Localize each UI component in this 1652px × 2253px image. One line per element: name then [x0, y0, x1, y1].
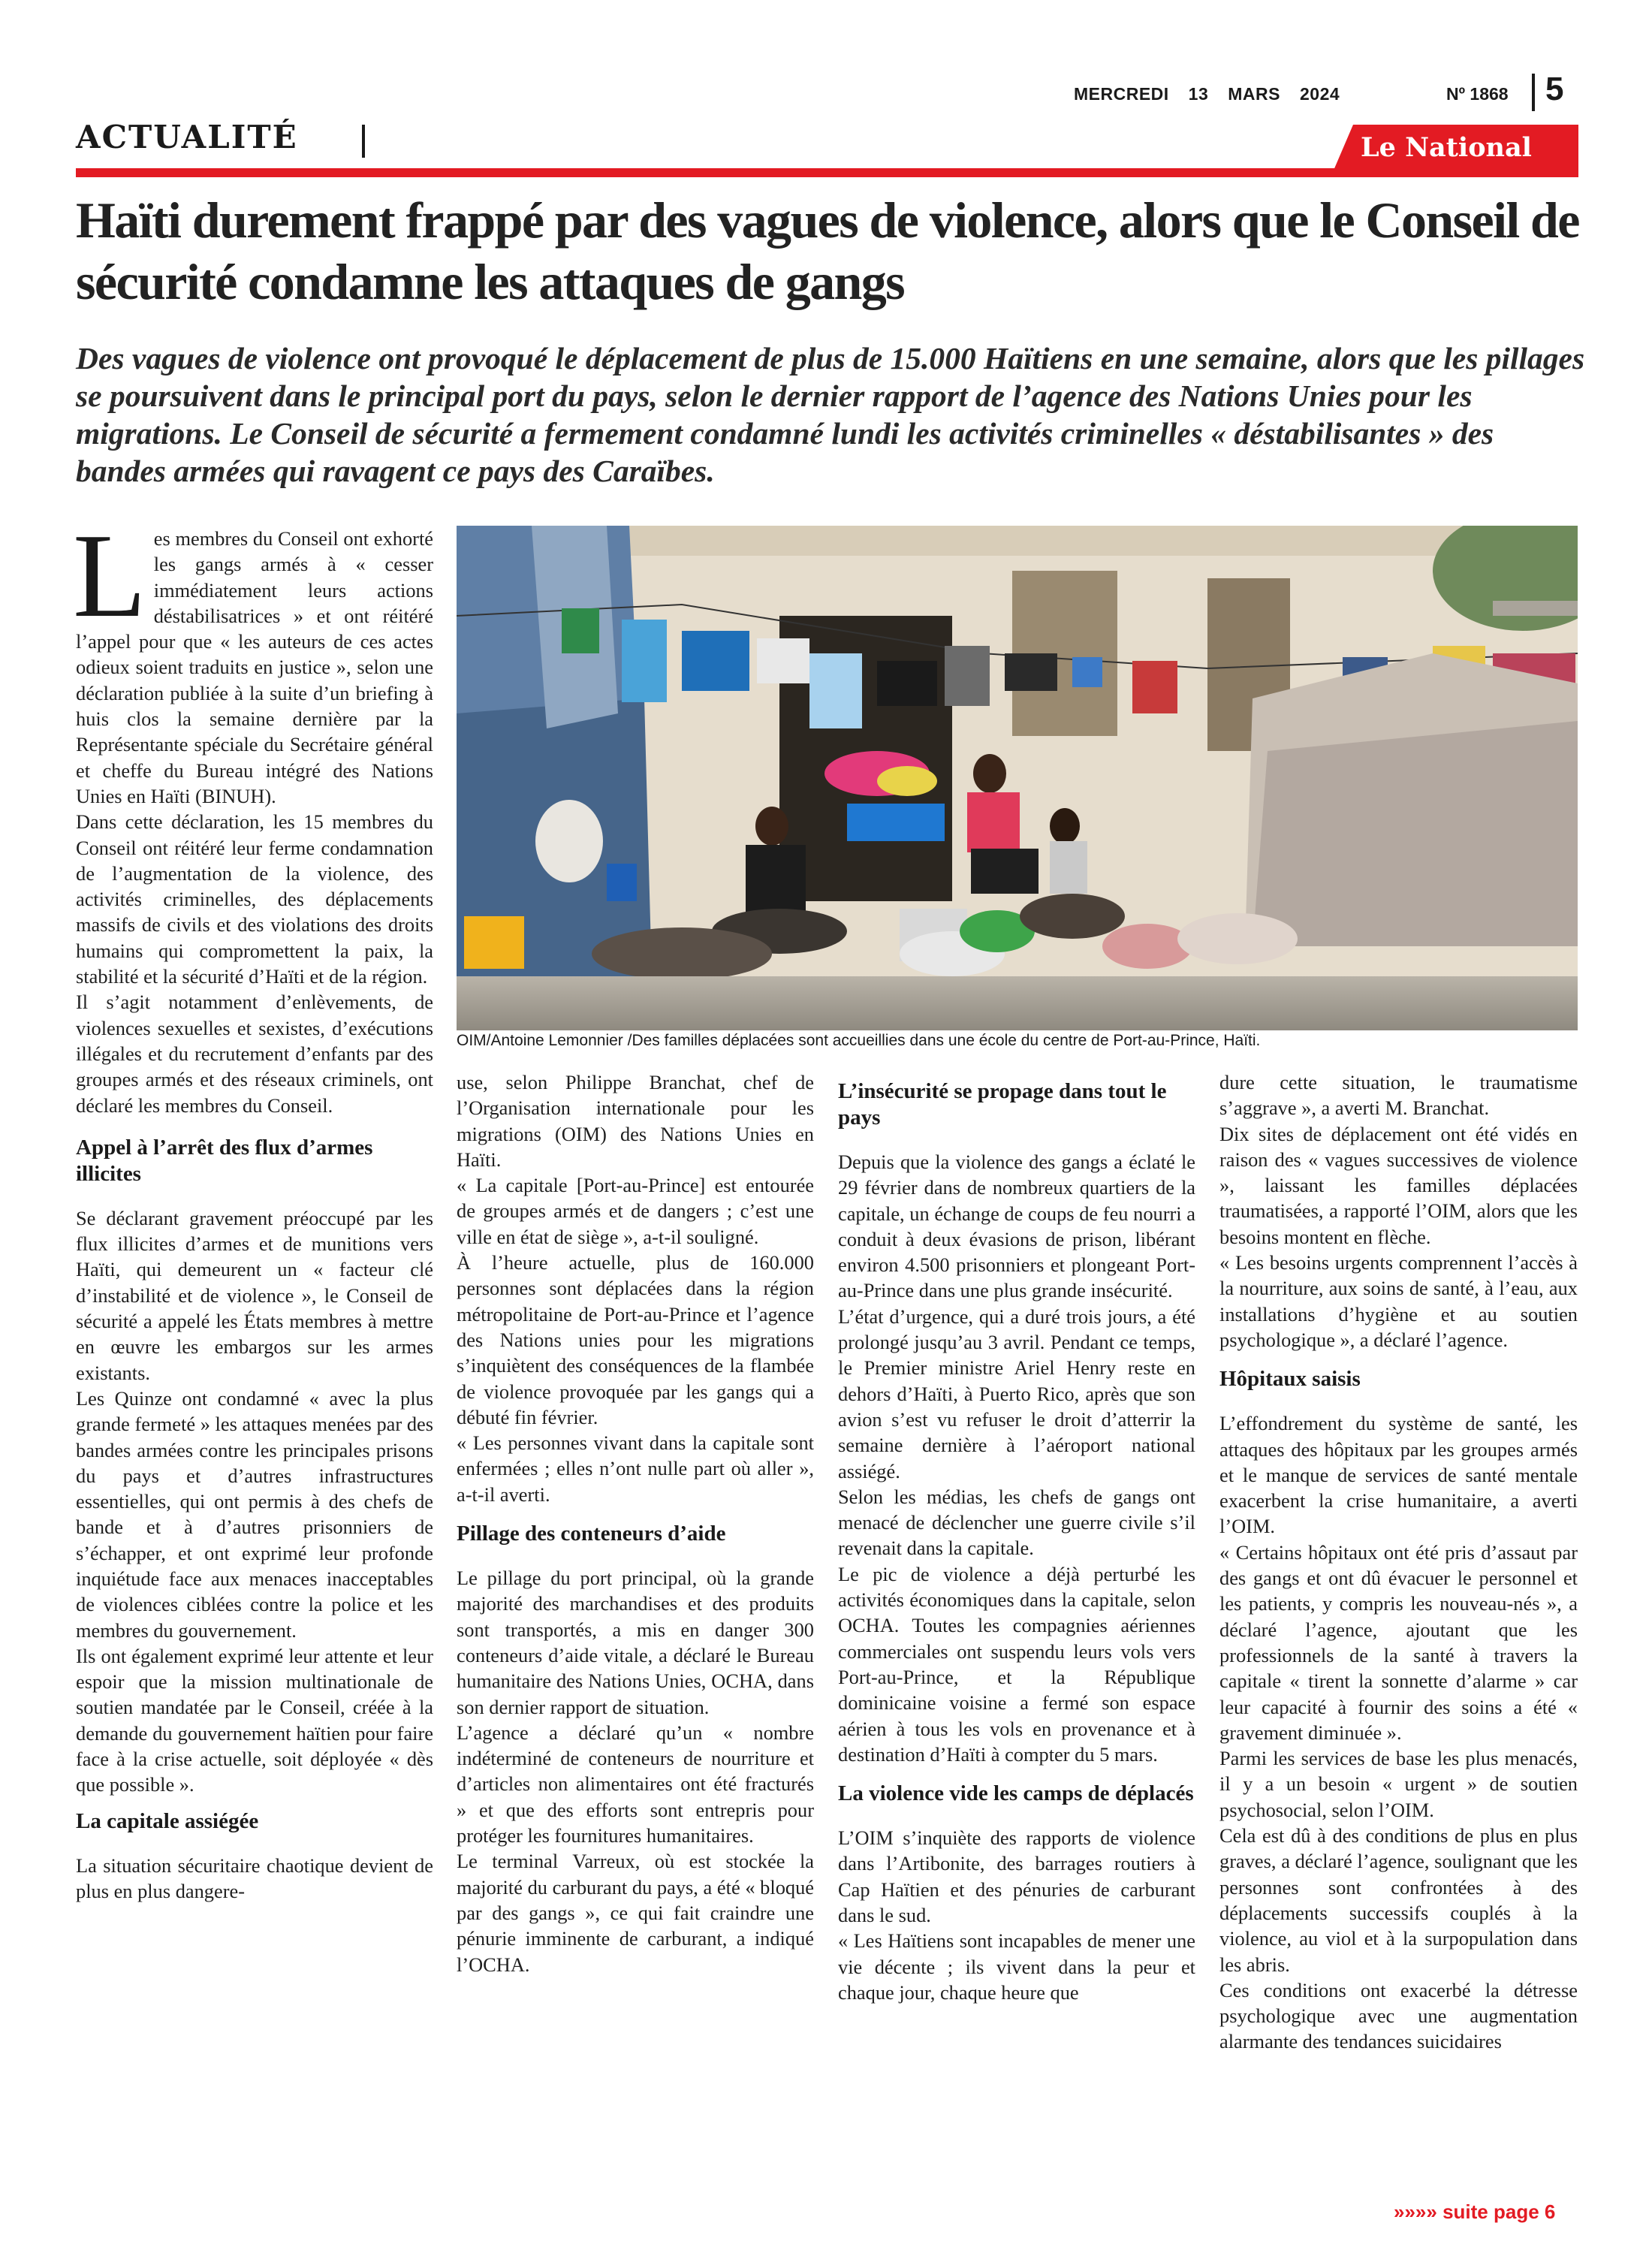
- paragraph: « Les Haïtiens sont incapables de mener une vie décente ; ils vivent dans la peur et chaque jour, chaque heure que: [838, 1929, 1195, 2004]
- publication-name: Le National: [1361, 132, 1532, 163]
- subheading: La capitale assiégée: [76, 1808, 259, 1833]
- column-4: [1219, 1069, 1578, 2055]
- issue-number: Nº 1868: [1446, 84, 1509, 104]
- paragraph: Il s’agit notamment d’enlèvements, de violences sexuelles et sexistes, d’exécutions illégales et du recrutement d’enfants par des groupes armés et des réseaux criminels, ont déclaré les membres du Conseil.: [76, 991, 433, 1117]
- subheading: Appel à l’arrêt des flux d’armes illicites: [76, 1135, 373, 1186]
- paragraph: L’agence a déclaré qu’un « nombre indéterminé de conteneurs de nourriture et d’articles non alimentaires ont été fracturés » et que des efforts sont entrepris pour protéger les fournitures humanitaires.: [457, 1721, 814, 1847]
- article-photo: [457, 526, 1578, 1030]
- paragraph: Cela est dû à des conditions de plus en plus graves, a déclaré l’agence, soulignant que les personnes sont confrontées à des déplacements successifs couplés à la violence, au viol et à la surpopulation dans les abris.: [1219, 1824, 1578, 1976]
- page-number: 5: [1545, 71, 1564, 107]
- paragraph: « Certains hôpitaux ont été pris d’assaut par des gangs et ont dû évacuer le personnel et les patients, y compris les nouveau-nés », a déclaré l’agence, ajoutant que les professionnels de la santé à travers la capitale « tirent la sonnette d’alarme » car leur capacité à fournir des soins a été « gravement diminuée ».: [1219, 1540, 1578, 1744]
- date-day: MERCREDI: [1074, 84, 1169, 104]
- paragraph: Le terminal Varreux, où est stockée la majorité du carburant du pays, a été « bloqué par des gangs », ce qui fait craindre une pénurie imminente de carburant, a indiqué l’OCHA.: [457, 1850, 814, 1976]
- paragraph: Ils ont également exprimé leur attente et leur espoir que la mission multinationale de soutien mandatée par le Conseil, créée à la demande du gouvernement haïtien pour faire face à la crise actuelle, soit déployée « dès que possible ».: [76, 1644, 433, 1796]
- section-divider: [362, 125, 365, 158]
- paragraph: Les Quinze ont condamné « avec la plus grande fermeté » les attaques menées par des bandes armées contre les principales prisons du pays et d’autres infrastructures essentielles, qui ont permis à des chefs de bande et à d’autres prisonniers de s’échapper, et ont exprimé leur profonde inquiétude face aux menaces inacceptables de violences ciblées contre la police et les membres du gouvernement.: [76, 1386, 433, 1642]
- paragraph: Dix sites de déplacement ont été vidés en raison des « vagues successives de violence », laissant les familles déplacées traumatisées, a rapporté l’OIM, alors que les besoins montent en flèche.: [1219, 1122, 1578, 1248]
- paragraph: L’OIM s’inquiète des rapports de violence dans l’Artibonite, des barrages routiers à Cap Haïtien et des pénuries de carburant dans le sud.: [838, 1826, 1195, 1927]
- subheading: Hôpitaux saisis: [1219, 1367, 1361, 1392]
- paragraph: Se déclarant gravement préoccupé par les flux illicites d’armes et de munitions vers Haïti, qui demeurent un « facteur clé d’instabilité et de violence », le Conseil de sécurité a appelé les États membres à mettre en œuvre les embargos sur les armes existants.: [76, 1206, 433, 1384]
- section-label: ACTUALITÉ: [76, 119, 298, 155]
- paragraph: L’état d’urgence, qui a duré trois jours, a été prolongé jusqu’au 3 avril. Pendant ce temps, le Premier ministre Ariel Henry reste en dehors d’Haïti, à Puerto Rico, après que son avion s’est vu refuser le droit d’atterrir la semaine dernière à l’aéroport national assiégé.: [838, 1304, 1195, 1482]
- date-year: 2024: [1300, 84, 1340, 104]
- paragraph: dure cette situation, le traumatisme s’aggrave », a averti M. Branchat.: [1219, 1071, 1578, 1120]
- paragraph: Selon les médias, les chefs de gangs ont menacé de déclencher une guerre civile s’il revenait dans la capitale.: [838, 1485, 1195, 1560]
- continued-link[interactable]: »»»» suite page 6: [1394, 2200, 1556, 2223]
- column-2: [457, 1069, 814, 1977]
- drop-cap: L: [73, 508, 146, 642]
- column-3: [838, 1078, 1195, 2005]
- paragraph: Depuis que la violence des gangs a éclaté le 29 février dans de nombreux quartiers de la capitale, un échange de coups de feu nourri a conduit à deux évasions de prison, libérant environ 4.500 prisonniers et plongeant Port-au-Prince dans une plus grande insécurité.: [838, 1151, 1195, 1302]
- paragraph: Parmi les services de base les plus menacés, il y a un besoin « urgent » de soutien psychosocial, selon l’OIM.: [1219, 1747, 1578, 1821]
- paragraph: Le pillage du port principal, où la grande majorité des marchandises et des produits sont transportés, a mis en danger 300 conteneurs d’aide vitale, a déclaré le Bureau humanitaire des Nations Unies, OCHA, dans son dernier rapport de situation.: [457, 1567, 814, 1718]
- paragraph: « Les personnes vivant dans la capitale sont enfermées ; elles n’ont nulle part où aller », a-t-il averti.: [457, 1431, 814, 1506]
- subheading: La violence vide les camps de déplacés: [838, 1781, 1194, 1806]
- paragraph: L’effondrement du système de santé, les attaques des hôpitaux par les groupes armés et le manque de services de santé mentale exacerbent la crise humanitaire, a averti l’OIM.: [1219, 1412, 1578, 1538]
- date-month: MARS: [1228, 84, 1280, 104]
- paragraph: « La capitale [Port-au-Prince] est entourée de groupes armés et de dangers ; c’est une ville en état de siège », a-t-il souligné.: [457, 1174, 814, 1248]
- header-rule: [76, 168, 1578, 177]
- paragraph: Ces conditions ont exacerbé la détresse psychologique avec une augmentation alarmante des tendances suicidaires: [1219, 1978, 1578, 2053]
- displaced-families-photo: [457, 526, 1578, 1030]
- header-divider: [1532, 74, 1535, 111]
- paragraph: La situation sécuritaire chaotique devient de plus en plus dangere-: [76, 1853, 433, 1902]
- column-1: [73, 508, 433, 1904]
- paragraph: use, selon Philippe Branchat, chef de l’Organisation internationale pour les migrations (OIM) des Nations Unies en Haïti.: [457, 1071, 814, 1171]
- subheading: Pillage des conteneurs d’aide: [457, 1522, 726, 1546]
- subheading: L’insécurité se propage dans tout le pays: [838, 1079, 1167, 1130]
- article-headline: Haïti durement frappé par des vagues de violence, alors que le Conseil de sécurité condamne les attaques de gangs: [76, 192, 1579, 310]
- date-number: 13: [1188, 84, 1209, 104]
- article-lede: Des vagues de violence ont provoqué le déplacement de plus de 15.000 Haïtiens en une semaine, alors que les pillages se poursuivent dans le principal port du pays, selon le dernier rapport de l’agence des Nations Unies pour les migrations. Le Conseil de sécurité a fermement condamné lundi les activités criminelles « déstabilisantes » des bandes armées qui ravagent ce pays des Caraïbes.: [76, 341, 1585, 488]
- paragraph: « Les besoins urgents comprennent l’accès à la nourriture, aux soins de santé, à l’eau, aux installations d’hygiène et au soutien psychologique », a déclaré l’agence.: [1219, 1251, 1578, 1351]
- photo-caption: OIM/Antoine Lemonnier /Des familles déplacées sont accueillies dans une école du centre de Port-au-Prince, Haïti.: [457, 1032, 1261, 1049]
- paragraph: Le pic de violence a déjà perturbé les activités économiques dans la capitale, selon OCHA. Toutes les compagnies aériennes commerciales ont suspendu leurs vols vers Port-au-Prince, et la République dominicaine voisine a fermé son espace aérien à tous les vols en provenance et à destination d’Haïti à compter du 5 mars.: [838, 1562, 1195, 1766]
- paragraph: es membres du Conseil ont exhorté les gangs armés à « cesser immédiatement leurs actions déstabilisatrices » et ont réitéré l’appel pour que « les auteurs de ces actes odieux soient traduits en justice », selon une déclaration publiée à la suite d’un briefing à huis clos la semaine dernière par la Représentante spéciale du Secrétaire général et cheffe du Bureau intégré des Nations Unies en Haïti (BINUH).: [76, 527, 433, 807]
- issue-date: [1074, 84, 1359, 104]
- paragraph: À l’heure actuelle, plus de 160.000 personnes sont déplacées dans la région métropolitaine de Port-au-Prince et l’agence des Nations unies pour les migrations s’inquiètent des conséquences de la flambée de violence provoquée par les gangs qui a débuté fin février.: [457, 1251, 814, 1428]
- paragraph: Dans cette déclaration, les 15 membres du Conseil ont réitéré leur ferme condamnation de l’augmentation de la violence, des activités criminelles, des déplacements massifs de civils et des violations des droits humains qui compromettent la paix, la stabilité et la sécurité d’Haïti et de la région.: [76, 810, 433, 988]
